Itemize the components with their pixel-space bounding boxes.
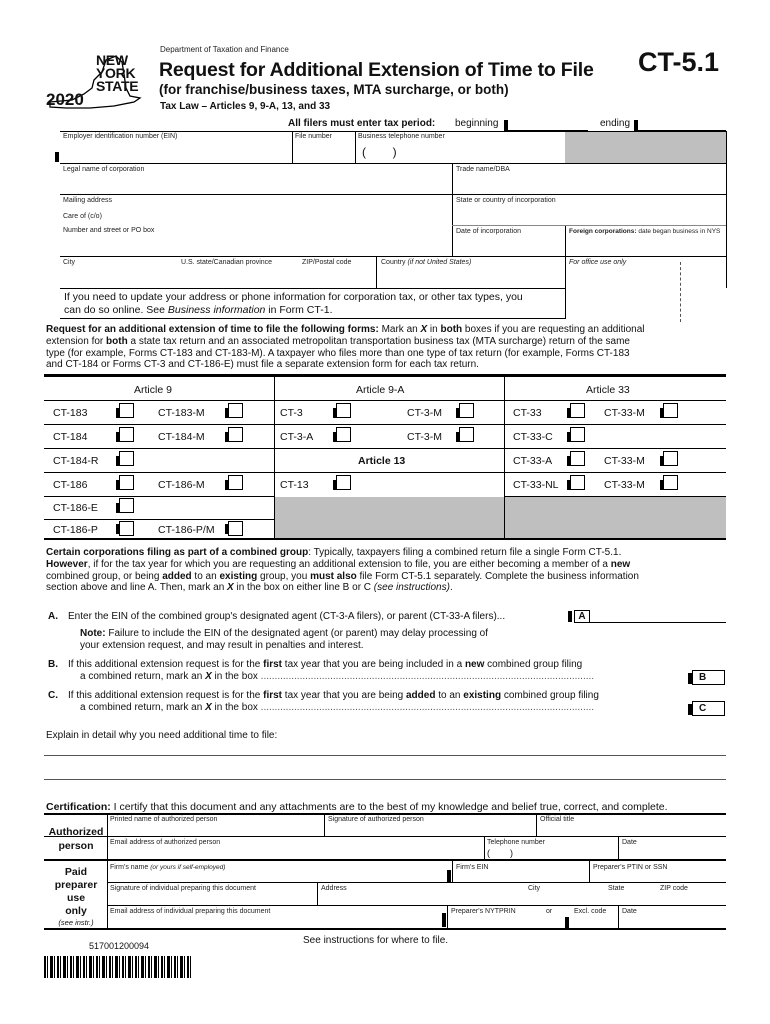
ein-field[interactable] xyxy=(62,142,290,161)
checkbox-ct-184[interactable] xyxy=(119,427,134,442)
checkbox-ct-33-c[interactable] xyxy=(570,427,585,442)
or-label: or xyxy=(546,908,553,915)
mailing-address-label: Mailing address xyxy=(63,197,113,204)
form-label: CT-184-M xyxy=(158,431,205,443)
form-label: CT-33-M xyxy=(604,455,645,467)
trade-name-label: Trade name/DBA xyxy=(456,166,510,173)
foreign-corporation-rest: date began business in NYS xyxy=(636,228,721,235)
zip-label: ZIP/Postal code xyxy=(302,259,352,266)
preparer-city-label: City xyxy=(528,885,541,892)
line-c-checkbox[interactable] xyxy=(692,701,725,716)
authorized-person-heading: Authorized person xyxy=(48,826,104,852)
line-b-label: B. xyxy=(48,659,58,670)
checkbox-ct-186-p-m[interactable] xyxy=(228,521,243,536)
legal-name-label: Legal name of corporation xyxy=(63,166,145,173)
office-use-label: For office use only xyxy=(569,259,627,266)
auth-telephone-label: Telephone number xyxy=(487,839,545,846)
tax-period-label: All filers must enter tax period: xyxy=(288,118,436,129)
form-label: CT-33-M xyxy=(604,407,645,419)
form-label: CT-33-C xyxy=(513,431,553,443)
form-year: 2020 xyxy=(46,90,84,109)
checkbox-ct-13[interactable] xyxy=(336,475,351,490)
period-beginning-field[interactable] xyxy=(508,118,588,131)
form-label: CT-13 xyxy=(280,479,309,491)
explain-label: Explain in detail why you need additional time to file: xyxy=(46,730,278,741)
period-ending-label: ending xyxy=(600,118,631,129)
excl-code-label: Excl. code xyxy=(574,908,607,915)
preparer-date-label: Date xyxy=(622,908,637,915)
form-label: CT-183-M xyxy=(158,407,205,419)
update-note xyxy=(64,291,523,316)
checkbox-ct-186[interactable] xyxy=(119,475,134,490)
checkbox-ct-33-a[interactable] xyxy=(570,451,585,466)
form-label: CT-186-P xyxy=(53,524,98,536)
checkbox-ct-3-m[interactable] xyxy=(459,403,474,418)
line-a-ein-field[interactable] xyxy=(590,610,726,623)
street-label: Number and street or PO box xyxy=(63,227,155,234)
checkbox-ct-186-p[interactable] xyxy=(119,521,134,536)
article33-header: Article 33 xyxy=(586,384,630,396)
form-label: CT-3 xyxy=(280,407,303,419)
signature-label: Signature of authorized person xyxy=(328,816,424,823)
country-text: Country xyxy=(381,259,408,266)
checkbox-ct-3-a[interactable] xyxy=(336,427,351,442)
phone-label: Business telephone number xyxy=(358,133,445,140)
checkbox-ct-33-nl-m[interactable] xyxy=(663,475,678,490)
ny-logo-state: STATE xyxy=(96,78,139,94)
country-label xyxy=(381,259,471,267)
ein-label: Employer identification number (EIN) xyxy=(63,133,178,140)
ny-logo-new: NEW xyxy=(96,52,128,68)
form-code: 517001200094 xyxy=(89,941,150,951)
tax-law-articles: Tax Law – Articles 9, 9-A, 13, and 33 xyxy=(160,101,331,112)
line-c-label: C. xyxy=(48,690,58,701)
legal-name-field[interactable] xyxy=(62,175,450,192)
line-b-text: If this additional extension request is for the first tax year that you are being included in a new combined group filing a combined return, mark an X in the box ........................................................................................................................ xyxy=(68,659,595,682)
form-label: CT-186-M xyxy=(158,479,205,491)
auth-email-label: Email address of authorized person xyxy=(110,839,221,846)
preparer-email-label: Email address of individual preparing this document xyxy=(110,908,271,915)
form-number: CT-5.1 xyxy=(638,47,720,77)
article33-shaded xyxy=(505,497,726,538)
nytprin-label: Preparer's NYTPRIN xyxy=(451,908,516,915)
form-label: CT-33-M xyxy=(604,479,645,491)
explain-line-2[interactable] xyxy=(44,768,726,780)
form-subtitle: (for franchise/business taxes, MTA surcharge, or both) xyxy=(159,82,509,97)
form-label: CT-33-A xyxy=(513,455,553,467)
line-c-text: If this additional extension request is for the first tax year that you are being added to an existing combined group filing a combined return, mark an X in the box ........................................................................................................................ xyxy=(68,690,599,713)
city-label: City xyxy=(63,259,76,266)
file-number-field[interactable] xyxy=(294,142,353,161)
line-c-box-label: C xyxy=(699,703,707,714)
preparer-state-label: State xyxy=(608,885,625,892)
line-a-note: Note: Failure to include the EIN of the designated agent (or parent) may delay processing of your extension request, and may result in penalties and interest. xyxy=(80,628,489,651)
preparer-zip-label: ZIP code xyxy=(660,885,688,892)
article9a-header: Article 9-A xyxy=(356,384,405,396)
foreign-corporation-bold: Foreign corporations: xyxy=(569,228,637,235)
form-label: CT-3-M xyxy=(407,431,442,443)
line-a-text: Enter the EIN of the combined group's designated agent (CT-3-A filers), or parent (CT-33-A filers)... xyxy=(68,611,506,622)
checkbox-ct-33[interactable] xyxy=(570,403,585,418)
auth-telephone-field[interactable]: ( ) xyxy=(487,848,513,858)
period-ending-field[interactable] xyxy=(638,118,726,131)
article13-header: Article 13 xyxy=(358,455,406,467)
form-label: CT-183 xyxy=(53,407,88,419)
article9-header: Article 9 xyxy=(134,384,172,396)
where-to-file-note: See instructions for where to file. xyxy=(303,935,449,946)
firm-ein-label: Firm's EIN xyxy=(456,864,489,871)
official-title-label: Official title xyxy=(540,816,575,823)
combined-group-paragraph: Certain corporations filing as part of a combined group: Typically, taxpayers filing a combined return file a single Form CT-5.1. However, if for the tax year for which you are requesting an additional extension to file, you are either becoming a member of a new combined group, or being added to an existing group, you must also file Form CT-5.1 separately. Complete the business information section above and line A. Then, mark an X in the box on either line B or C (see instructions). xyxy=(46,547,639,594)
ny-state-logo xyxy=(44,50,150,112)
checkbox-ct-33-nl[interactable] xyxy=(570,475,585,490)
form-label: CT-3-A xyxy=(280,431,314,443)
ein-marker xyxy=(55,152,59,162)
form-label: CT-186 xyxy=(53,479,88,491)
period-beginning-label: beginning xyxy=(455,118,499,129)
checkbox-ct-186-m[interactable] xyxy=(228,475,243,490)
request-paragraph: Request for an additional extension of time to file the following forms: Mark an X in both boxes if you are requesting an additional extension for both a state tax return and an associated metropolitan transportation business tax (MTA surcharge) return of the same type (for example, Forms CT-183 and CT-183-M). A taxpayer who files more than one type of tax return (for example, Forms CT-183 and CT-184 or Forms CT-3 and CT-186-E) must file a separate extension form for each tax return. xyxy=(46,324,645,371)
checkbox-ct-186-e[interactable] xyxy=(119,498,134,513)
identification-shaded-area xyxy=(565,132,726,163)
form-label: CT-186-E xyxy=(53,502,98,514)
business-information-link[interactable]: Business information xyxy=(167,303,266,316)
checkbox-ct-33-a-m[interactable] xyxy=(663,451,678,466)
form-label: CT-3-M xyxy=(407,407,442,419)
file-number-label: File number xyxy=(295,133,332,140)
printed-name-label: Printed name of authorized person xyxy=(110,816,218,823)
department-name: Department of Taxation and Finance xyxy=(160,45,289,54)
checkbox-ct-184-r[interactable] xyxy=(119,451,134,466)
form-label: CT-33-NL xyxy=(513,479,559,491)
date-incorporation-label: Date of incorporation xyxy=(456,228,521,235)
checkbox-ct-3-a-m[interactable] xyxy=(459,427,474,442)
firm-name-label: Firm's name (or yours if self-employed) xyxy=(110,864,226,871)
barcode xyxy=(44,956,192,978)
form-title: Request for Additional Extension of Time to File xyxy=(159,59,594,81)
form-label: CT-184-R xyxy=(53,455,99,467)
update-note-line2: can do so online. See Business information in Form CT-1. xyxy=(64,303,333,316)
phone-field[interactable]: ( ) xyxy=(362,145,397,159)
ny-logo-york: YORK xyxy=(96,65,136,81)
country-note: (if not United States) xyxy=(407,259,472,266)
line-b-box-label: B xyxy=(699,672,707,683)
state-province-label: U.S. state/Canadian province xyxy=(181,259,273,266)
auth-date-label: Date xyxy=(622,839,637,846)
form-label: CT-33 xyxy=(513,407,542,419)
update-note-line1: If you need to update your address or phone information for corporation tax, or other tax types, you xyxy=(64,291,523,303)
paid-preparer-heading: Paid preparer use only (see instr.) xyxy=(54,866,98,927)
ptin-label: Preparer's PTIN or SSN xyxy=(593,864,668,871)
foreign-corporation-label xyxy=(569,228,720,235)
state-incorporation-label: State or country of incorporation xyxy=(456,197,556,204)
checkbox-ct-183-m[interactable] xyxy=(228,403,243,418)
explain-line-1[interactable] xyxy=(44,744,726,756)
checkbox-ct-3[interactable] xyxy=(336,403,351,418)
preparer-address-label: Address xyxy=(321,885,347,892)
line-a-label: A. xyxy=(48,611,58,622)
line-a-box-label: A xyxy=(574,610,590,623)
article13-shaded xyxy=(275,497,504,538)
form-label: CT-186-P/M xyxy=(158,524,215,536)
checkbox-ct-183[interactable] xyxy=(119,403,134,418)
checkbox-ct-184-m[interactable] xyxy=(228,427,243,442)
care-of-label: Care of (c/o) xyxy=(63,213,102,220)
certification-text: Certification: I certify that this document and any attachments are to the best of my knowledge and belief true, correct, and complete. xyxy=(46,801,668,813)
checkbox-ct-33-m[interactable] xyxy=(663,403,678,418)
preparer-signature-label: Signature of individual preparing this document xyxy=(110,885,256,892)
line-b-checkbox[interactable] xyxy=(692,670,725,685)
form-label: CT-184 xyxy=(53,431,88,443)
